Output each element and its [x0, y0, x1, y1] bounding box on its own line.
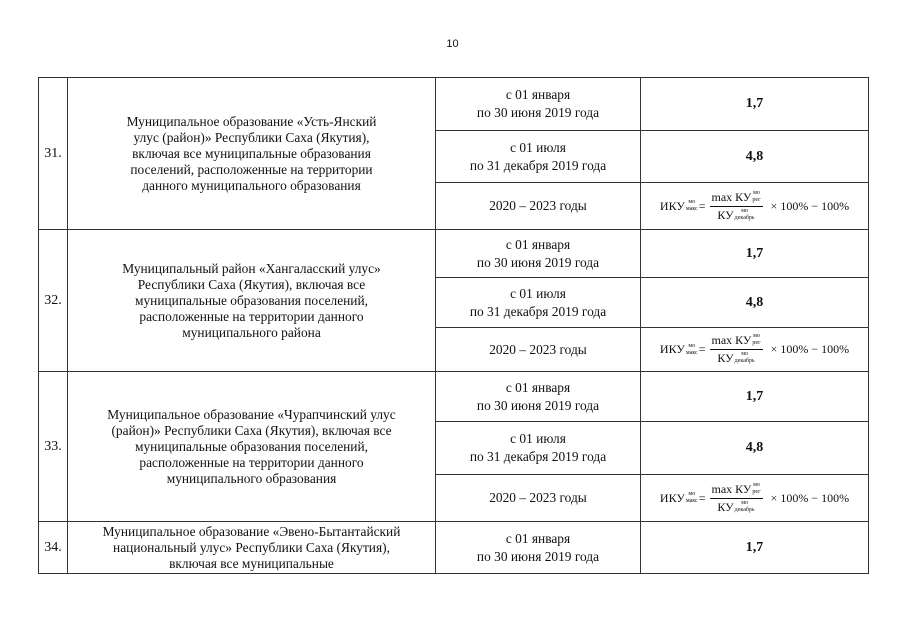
index-value: 4,8 [641, 278, 869, 328]
formula-fraction [710, 482, 763, 515]
period-line-1: с 01 января [505, 530, 571, 546]
formula-cell [641, 328, 869, 372]
period-line-1: с 01 июля [510, 285, 566, 301]
row-number: 34. [39, 522, 68, 574]
entity-name-line: национальный улус» Республики Саха (Якутия), [113, 540, 390, 555]
formula-tail: × 100% − 100% [770, 342, 850, 356]
entity-name-line: данного муниципального образования [142, 177, 361, 193]
entity-name-line: Муниципальное образование «Усть-Янский [126, 113, 377, 129]
index-value: 1,7 [641, 522, 869, 574]
formula-num-sup: мо [753, 481, 760, 488]
entity-name-line: расположенные на территории данного [139, 454, 364, 470]
formula-lhs-sub: макс [685, 498, 698, 504]
municipality-name [68, 230, 436, 372]
formula-tail: × 100% − 100% [770, 490, 850, 505]
formula-cell [641, 183, 869, 230]
formula-denominator: КУ [717, 351, 734, 365]
formula-lhs-sub: макс [685, 206, 698, 212]
index-formula [660, 190, 849, 223]
formula-denominator: КУ [717, 499, 734, 514]
page-number: 10 [446, 38, 459, 50]
entity-name-line: поселений, расположенные на территории [130, 161, 373, 177]
formula-num-sup: мо [753, 333, 760, 339]
formula-lhs-sup: мо [688, 491, 696, 497]
period-line-1: 2020 – 2023 годы [489, 198, 587, 213]
formula-den-sup: мо [741, 499, 749, 506]
period-line-2: по 31 декабря 2019 года [469, 303, 607, 319]
formula-num-sub: рег [752, 340, 761, 346]
period-cell [436, 131, 641, 183]
entity-name-line: муниципального образования [166, 470, 337, 486]
formula-equals: = [698, 490, 706, 505]
table-row [39, 230, 869, 278]
entity-name-line: Республики Саха (Якутия), включая все [137, 276, 366, 292]
entity-name-line: Муниципальное образование «Чурапчинский улус [107, 406, 396, 422]
formula-den-sup: мо [741, 207, 749, 214]
index-formula [660, 333, 849, 366]
table-row [39, 372, 869, 422]
formula-denominator: КУ [717, 207, 734, 222]
entity-name-line: Муниципальный район «Хангаласский улус» [122, 260, 381, 276]
formula-cell [641, 475, 869, 522]
formula-lhs: ИКУ [659, 342, 685, 356]
index-value: 1,7 [641, 78, 869, 131]
formula-num-sub: рег [752, 488, 761, 495]
period-cell [436, 372, 641, 422]
municipality-name [68, 372, 436, 522]
formula-den-sub: декабрь [734, 506, 755, 513]
period-cell [436, 78, 641, 131]
period-line-2: по 31 декабря 2019 года [469, 449, 607, 464]
formula-num-sup: мо [753, 189, 760, 196]
formula-numerator: max КУ [711, 333, 752, 347]
tariff-index-table [38, 77, 869, 574]
entity-name-line: муниципальные образования поселений, [134, 438, 368, 454]
table-row [39, 522, 869, 574]
formula-fraction [710, 190, 763, 223]
entity-name-line: включая все муниципальные образования [132, 145, 371, 161]
index-value: 4,8 [641, 131, 869, 183]
index-value: 4,8 [641, 422, 869, 475]
period-line-2: по 30 июня 2019 года [476, 548, 600, 564]
entity-name-line: расположенные на территории данного [139, 308, 364, 324]
period-cell [436, 278, 641, 328]
formula-lhs: ИКУ [659, 198, 685, 213]
formula-tail: × 100% − 100% [770, 198, 850, 213]
formula-num-sub: рег [752, 196, 761, 203]
row-number: 32. [39, 230, 68, 372]
period-cell [436, 475, 641, 522]
period-line-2: по 30 июня 2019 года [476, 254, 600, 270]
municipality-name [68, 78, 436, 230]
formula-numerator: max КУ [711, 481, 752, 496]
period-cell [436, 230, 641, 278]
entity-name-line: муниципальные образования поселений, [134, 292, 368, 308]
table-row [39, 78, 869, 131]
row-number: 31. [39, 78, 68, 230]
entity-name-line: муниципального района [182, 324, 321, 340]
period-line-2: по 31 декабря 2019 года [469, 157, 607, 173]
formula-lhs-sup: мо [688, 199, 696, 205]
formula-lhs: ИКУ [659, 490, 685, 505]
period-line-1: с 01 июля [510, 139, 566, 155]
formula-den-sub: декабрь [734, 358, 755, 364]
formula-equals: = [698, 198, 706, 213]
period-cell [436, 328, 641, 372]
index-value: 1,7 [641, 230, 869, 278]
row-number: 33. [39, 372, 68, 522]
formula-lhs-sub: макс [685, 349, 698, 356]
period-line-1: 2020 – 2023 годы [489, 341, 587, 357]
index-value: 1,7 [641, 372, 869, 422]
formula-equals: = [698, 342, 706, 356]
period-cell [436, 422, 641, 475]
period-line-2: по 30 июня 2019 года [476, 397, 600, 413]
formula-numerator: max КУ [711, 189, 752, 204]
period-line-1: с 01 января [505, 379, 571, 395]
period-line-1: с 01 января [505, 236, 571, 252]
entity-name-line: (район)» Республики Саха (Якутия), включая все [111, 422, 392, 438]
formula-lhs-sup: мо [688, 342, 696, 349]
period-line-2: по 30 июня 2019 года [476, 105, 600, 120]
formula-fraction [710, 333, 763, 366]
period-line-1: с 01 июля [510, 431, 566, 446]
municipality-name [68, 522, 436, 574]
entity-name-line: включая все муниципальные [169, 556, 334, 571]
period-line-1: с 01 января [505, 87, 571, 102]
period-line-1: 2020 – 2023 годы [489, 490, 587, 505]
formula-den-sub: декабрь [734, 214, 755, 221]
entity-name-line: улус (район)» Республики Саха (Якутия), [133, 129, 370, 145]
period-cell [436, 183, 641, 230]
formula-den-sup: мо [741, 351, 749, 357]
period-cell [436, 522, 641, 574]
entity-name-line: Муниципальное образование «Эвено-Бытантайский [102, 524, 401, 539]
index-formula [660, 482, 849, 515]
